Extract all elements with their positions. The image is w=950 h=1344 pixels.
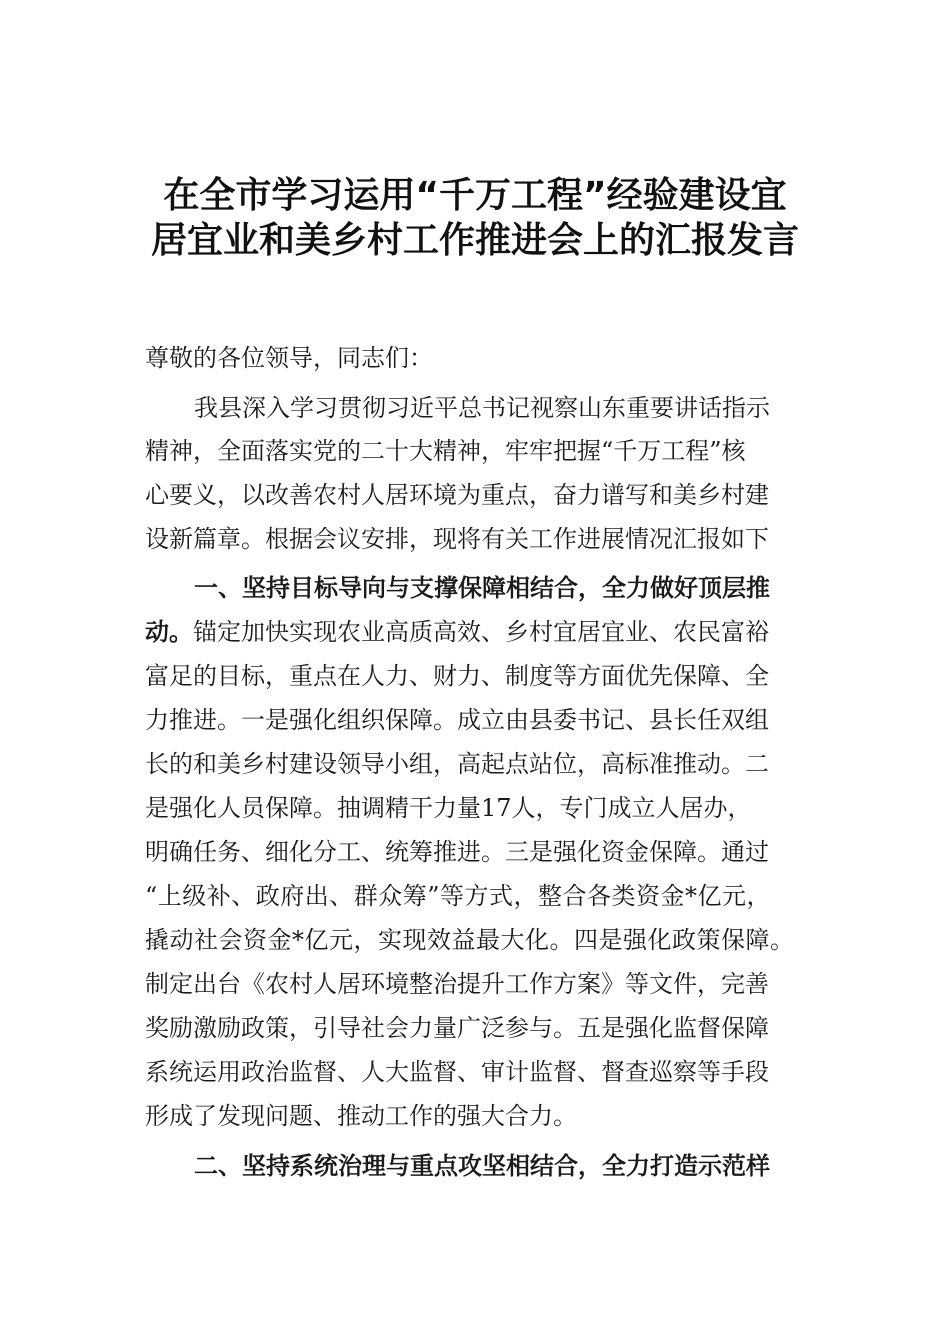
section-2-heading: 二、坚持系统治理与重点攻坚相结合，全力打造示范样 xyxy=(194,1152,770,1180)
intro-line: 我县深入学习贯彻习近平总书记视察山东重要讲话指示 xyxy=(194,394,770,422)
section-1-body-line: 明确任务、细化分工、统筹推进。三是强化资金保障。通过 xyxy=(145,838,769,866)
section-1-body-line: 力推进。一是强化组织保障。成立由县委书记、县长任双组 xyxy=(145,706,769,734)
section-1-body-line: 形成了发现问题、推动工作的强大合力。 xyxy=(145,1102,577,1130)
section-1-heading: 一、坚持目标导向与支撑保障相结合，全力做好顶层推 xyxy=(194,574,770,602)
section-1-body-line: 是强化人员保障。抽调精干力量17人，专门成立人居办， xyxy=(145,794,752,822)
section-1-body-line: 长的和美乡村建设领导小组，高起点站位，高标准推动。二 xyxy=(145,750,769,778)
intro-line: 精神，全面落实党的二十大精神，牢牢把握“千万工程”核 xyxy=(145,437,746,465)
section-1-body-start: 锚定加快实现农业高质高效、乡村宜居宜业、农民富裕 xyxy=(193,618,769,646)
intro-line: 设新篇章。根据会议安排，现将有关工作进展情况汇报如下 xyxy=(145,525,769,553)
document-title-line-1: 在全市学习运用“千万工程”经验建设宜 xyxy=(163,175,787,216)
salutation: 尊敬的各位领导，同志们： xyxy=(145,344,433,372)
section-1-heading-end: 动。 xyxy=(145,618,193,646)
section-1-body-line: 制定出台《农村人居环境整治提升工作方案》等文件，完善 xyxy=(145,970,769,998)
section-1-body-line: 奖励激励政策，引导社会力量广泛参与。五是强化监督保障 xyxy=(145,1014,769,1042)
section-1-body-line: 系统运用政治监督、人大监督、审计监督、督查巡察等手段 xyxy=(145,1058,769,1086)
intro-line: 心要义，以改善农村人居环境为重点，奋力谱写和美乡村建 xyxy=(145,481,769,509)
section-1-body-line: 撬动社会资金*亿元，实现效益最大化。四是强化政策保障。 xyxy=(145,926,795,954)
section-1-heading-cont xyxy=(145,618,769,646)
document-title-line-2: 居宜业和美乡村工作推进会上的汇报发言 xyxy=(150,220,799,261)
section-1-body-line: 富足的目标，重点在人力、财力、制度等方面优先保障、全 xyxy=(145,662,769,690)
section-1-body-line: “上级补、政府出、群众筹”等方式，整合各类资金*亿元， xyxy=(145,882,772,910)
